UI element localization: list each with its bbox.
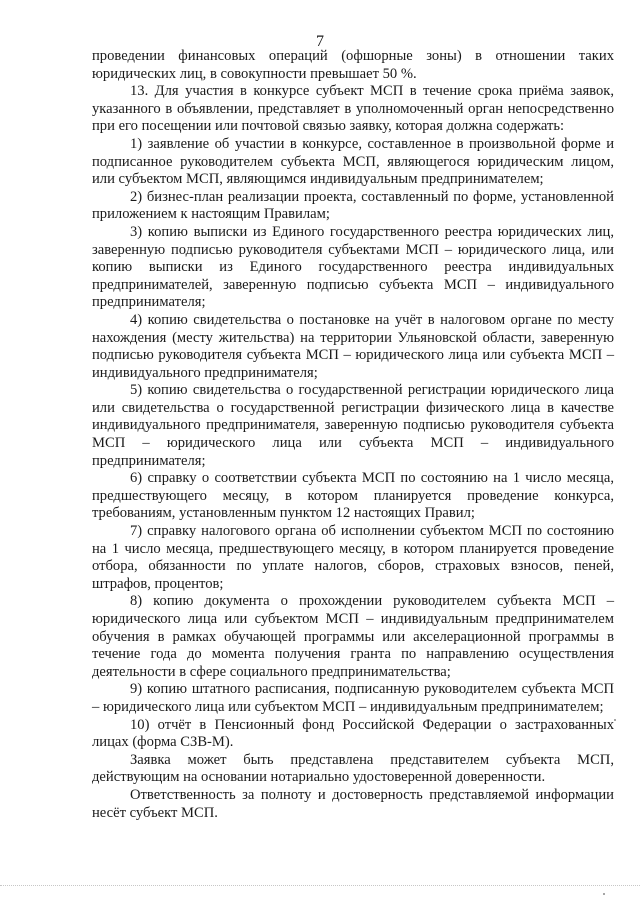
- scan-speck: [614, 719, 616, 721]
- list-item-8: 8) копию документа о прохождении руководителем субъекта МСП – юридического лица или субъектом МСП – индивидуальным предпринимателем обучения в рамках обучающей программы или акселерационной программы в течение года до момента получения гранта по направлению осуществления деятельности в сфере социального предпринимательства;: [92, 593, 614, 680]
- paragraph-item-13: 13. Для участия в конкурсе субъект МСП в течение срока приёма заявок, указанного в объявлении, представляет в уполномоченный орган непосредственно при его посещении или почтовой связью заявку, которая должна содержать:: [92, 83, 614, 135]
- list-item-1: 1) заявление об участии в конкурсе, составленное в произвольной форме и подписанное руководителем субъекта МСП, являющегося юридическим лицом, или субъектом МСП, являющимся индивидуальным предпринимателем;: [92, 135, 614, 188]
- page-number: 7: [316, 33, 324, 50]
- list-item-3: 3) копию выписки из Единого государственного реестра юридических лиц, заверенную подписью руководителя субъектами МСП – юридического лица, или копию выписки из Единого государственного реестра индивидуальных предпринимателей, заверенную подписью субъекта МСП – индивидуального предпринимателя;: [92, 223, 614, 311]
- paragraph-representative: Заявка может быть представлена представителем субъекта МСП, действующим на основании нотариально удостоверенной доверенности.: [92, 751, 614, 786]
- list-item-9: 9) копию штатного расписания, подписанную руководителем субъекта МСП – юридического лица или субъектом МСП – индивидуальным предпринимателем;: [92, 681, 614, 715]
- paragraph-continuation: проведении финансовых операций (офшорные зоны) в отношении таких юридических лиц, в совокупности превышает 50 %.: [92, 48, 614, 82]
- list-item-4: 4) копию свидетельства о постановке на учёт в налоговом органе по месту нахождения (месту жительства) на территории Ульяновской области, заверенную подписью руководителя субъекта МСП – юридического лица или субъекта МСП – индивидуального предпринимателя;: [92, 311, 614, 381]
- list-item-7: 7) справку налогового органа об исполнении субъектом МСП по состоянию на 1 число месяца, предшествующего месяцу, в котором планируется проведение отбора, обязанности по уплате налогов, сборов, страховых взносов, пеней, штрафов, процентов;: [92, 523, 614, 592]
- paragraph-responsibility: Ответственность за полноту и достоверность представляемой информации несёт субъект МСП.: [92, 786, 614, 821]
- list-item-5: 5) копию свидетельства о государственной регистрации юридического лица или свидетельства о государственной регистрации физического лица в качестве индивидуального предпринимателя, заверенную подписью руководителя субъекта МСП – юридического лица или субъекта МСП – индивидуального предпринимателя;: [92, 382, 614, 469]
- list-item-2: 2) бизнес-план реализации проекта, составленный по форме, установленной приложением к настоящим Правилам;: [92, 188, 614, 223]
- scan-edge-line: [0, 885, 640, 887]
- list-item-6: 6) справку о соответствии субъекта МСП по состоянию на 1 число месяца, предшествующего месяцу, в котором планируется проведение конкурса, требованиям, установленным пунктом 12 настоящих Правил;: [92, 470, 614, 522]
- scan-speck: [603, 893, 605, 895]
- document-body: [92, 48, 614, 822]
- list-item-10: 10) отчёт в Пенсионный фонд Российской Федерации о застрахованных лицах (форма СЗВ-М).: [92, 716, 614, 751]
